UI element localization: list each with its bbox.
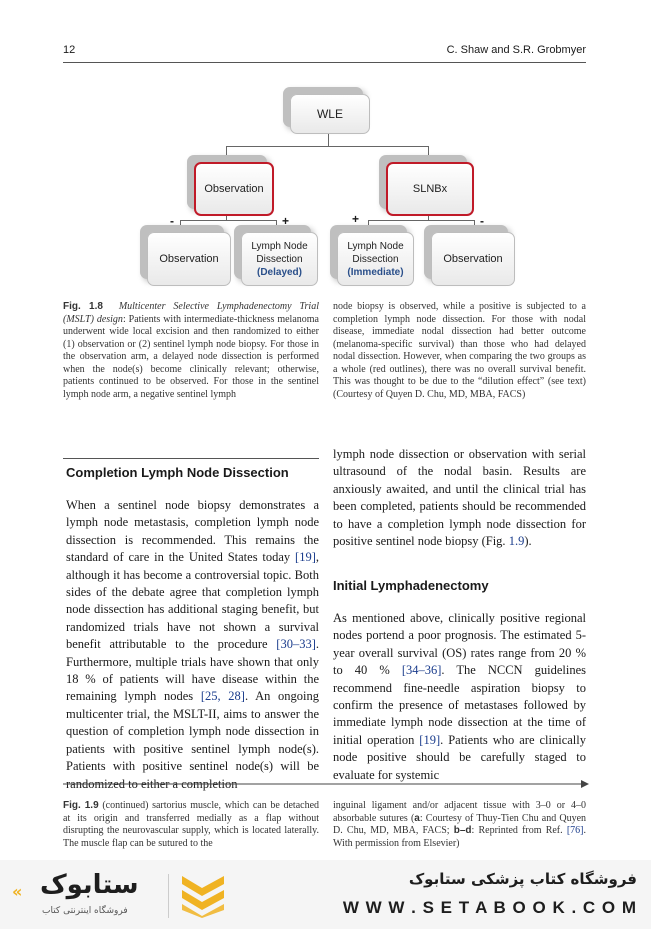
connector [328,132,329,146]
citation-link[interactable]: [25, 28] [200,689,245,704]
section-heading: Completion Lymph Node Dissection [66,465,289,480]
figure-1-8-caption-cont: node biopsy is observed, while a positive is subjected to a completion lymph node dissection. For those with nodal disease, immediate nodal dissection had better outcome (melanoma-specific survival) than those who had delayed nodal dissection. However, when comparing the two groups as a whole (red outlines), there was no overall survival benefit. This was thought to be due to the “dilution effect” (see text) (Courtesy of Quyen D. Chu, MD, MBA, FACS) [333,301,586,400]
store-title: فروشگاه کتاب پزشکی ستابوک [408,870,637,888]
citation-link[interactable]: [76] [566,825,584,836]
connector [226,146,428,147]
negative-sign: - [480,214,484,228]
connector [474,220,475,230]
page-number: 12 [63,44,76,56]
logo-divider [168,874,169,918]
store-url[interactable]: W W W . S E T A B O O K . C O M [342,898,637,917]
negative-sign: - [170,214,174,228]
connector [368,220,369,230]
connector [428,146,429,162]
body-paragraph: When a sentinel node biopsy demonstrates a lymph node metastasis, completion lymph node dissection is recommended. This remains the standard of care in the United States today [19], although it has become a controversial topic. Both sides of the debate agree that completion lymph node dissection has additional staging benefit, but randomized trials have not shown a survival benefit attributable to the procedure [30–33]. Furthermore, multiple trials have shown that only 18 % of patients will have disease within the remaining lymph nodes [25, 28]. An ongoing multicenter trial, the MSLT-II, aims to answer the question of completion lymph node dissection in patients with positive sentinel lymph node(s). Patients with positive sentinel node(s) will be randomized to either a completion [66,498,320,791]
body-paragraph: lymph node dissection or observation with serial ultrasound of the nodal basin. Results are anxiously awaited, and until the clinical trial has been completed, patients should be recommended to have a completion lymph node dissection for positive sentinel node biopsy (Fig. 1.9). [333,447,586,549]
figure-1-9-caption-cont: inguinal ligament and/or adjacent tissue with 3–0 or 4–0 absorbable sutures (a: Courtesy of Thuy-Tien Chu and Quyen D. Chu, MD, MBA, FACS; b–d: Reprinted from Ref. [76]. With permission from Elsevier) [333,800,587,849]
body-paragraph: As mentioned above, clinically positive regional nodes portend a poor prognosis. The estimated 5-year overall survival (OS) rates range from 20 % to 40 % [34–36]. The NCCN guidelines recommend fine-needle aspiration biopsy to confirm the presence of metastases followed by immediate lymph node dissection at the time of initial operation [19]. Patients who are clinically node positive should be carefully staged to evaluate for systemic [333,611,586,782]
node-observation-arm: Observation [194,162,274,216]
citation-link[interactable]: [19] [295,550,316,565]
connector [226,146,227,162]
header-rule [63,62,586,63]
node-leaf-immediate-dissection: Lymph Node Dissection (Immediate) [337,232,414,286]
connector [276,220,277,230]
node-leaf-observation: Observation [147,232,231,286]
logo-text: ستابوک [40,870,139,900]
connector [180,220,276,221]
connector [180,220,181,230]
continuation-arrow [63,779,590,789]
node-slnbx-arm: SLNBx [386,162,474,216]
section-rule [63,458,319,459]
figure-1-8-caption: Fig. 1.8 Multicenter Selective Lymphadenectomy Trial (MSLT) design: Patients with intermediate-thickness melanoma underwent wide local excision and then randomized to either (1) observation or (2) sentinel lymph node biopsy. For those in the observation arm, a delayed node dissection is performed when the node(s) become clinically relevant; otherwise, patients continued to be observed. For those in the sentinel lymph node arm, a negative sentinel lymph [63,301,319,400]
figure-link[interactable]: 1.9 [508,534,525,549]
logo-subtitle: فروشگاه اینترنتی کتاب [42,906,128,916]
citation-link[interactable]: [34–36] [401,663,442,678]
node-leaf-observation: Observation [431,232,515,286]
setabook-logo-icon [178,872,228,918]
citation-link[interactable]: [30–33] [276,637,316,652]
connector [368,220,474,221]
positive-sign: + [282,214,290,228]
figure-1-9-caption: Fig. 1.9 (continued) sartorius muscle, which can be detached at its origin and transferred medially as a flap without disrupting the neurovascular supply, which is located laterally. The muscle flap can be sutured to the [63,800,320,849]
node-wle: WLE [290,94,370,134]
store-banner [0,860,651,929]
running-head: C. Shaw and S.R. Grobmyer [446,44,586,56]
positive-sign: + [352,212,360,226]
citation-link[interactable]: [19] [419,732,441,747]
node-leaf-delayed-dissection: Lymph Node Dissection (Delayed) [241,232,318,286]
section-heading: Initial Lymphadenectomy [333,578,489,593]
chevron-left-icon: « [12,882,23,901]
